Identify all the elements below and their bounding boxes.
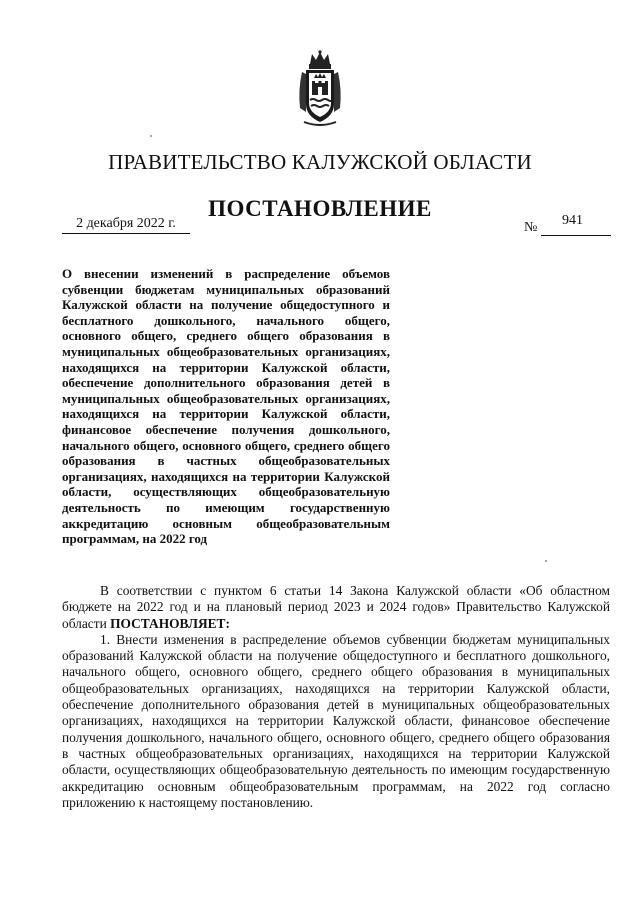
document-type-heading: ПОСТАНОВЛЕНИЕ — [208, 196, 432, 221]
number-underline — [541, 235, 611, 236]
coat-of-arms-emblem — [296, 50, 344, 128]
document-number-block — [524, 213, 612, 236]
decree-word: ПОСТАНОВЛЯЕТ: — [110, 615, 230, 631]
preamble-text: В соответствии с пунктом 6 статьи 14 Закона Калужской области «Об областном бюджете на 2022 год и на плановый период 2023 и 2024 годов» Правительство Калужской области — [62, 583, 610, 631]
document-subject: О внесении изменений в распределение объемов субвенции бюджетам муниципальных образований Калужской области на получение общедоступного и бесплатного дошкольного, начального общего, основного общего, среднего общего образования в муниципальных общеобразовательных организациях, находящихся на территории Калужской области, обеспечение дополнительного образования детей в муниципальных общеобразовательных организациях, находящихся на территории Калужской области, финансовое обеспечение получения дошкольного, начального общего, основного общего, среднего общего образования в частных общеобразовательных организациях, находящихся на территории Калужской области, осуществляющих общеобразовательную деятельность по имеющим государственную аккредитацию основным общеобразовательным программам, на 2022 год — [62, 266, 390, 547]
preamble-paragraph — [62, 583, 610, 632]
scan-speck — [150, 135, 152, 137]
scan-speck — [545, 560, 547, 562]
document-date: 2 декабря 2022 г. — [62, 216, 190, 234]
document-number: 941 — [562, 213, 583, 228]
government-title: ПРАВИТЕЛЬСТВО КАЛУЖСКОЙ ОБЛАСТИ — [108, 150, 532, 174]
number-sign: № — [524, 220, 538, 235]
item-1-paragraph: 1. Внести изменения в распределение объемов субвенции бюджетам муниципальных образований Калужской области на получение общедоступного и бесплатного дошкольного, начального общего, основного общего, среднего общего образования в муниципальных общеобразовательных организациях, находящихся на территории Калужской области, обеспечение дополнительного образования детей в муниципальных общеобразовательных организациях, находящихся на территории Калужской области, финансовое обеспечение получения дошкольного, начального общего, основного общего, среднего общего образования в частных общеобразовательных организациях, находящихся на территории Калужской области, осуществляющих общеобразовательную деятельность по имеющим государственную аккредитацию основным общеобразовательным программам, на 2022 год согласно приложению к настоящему постановлению. — [62, 631, 610, 810]
document-body — [62, 583, 610, 811]
